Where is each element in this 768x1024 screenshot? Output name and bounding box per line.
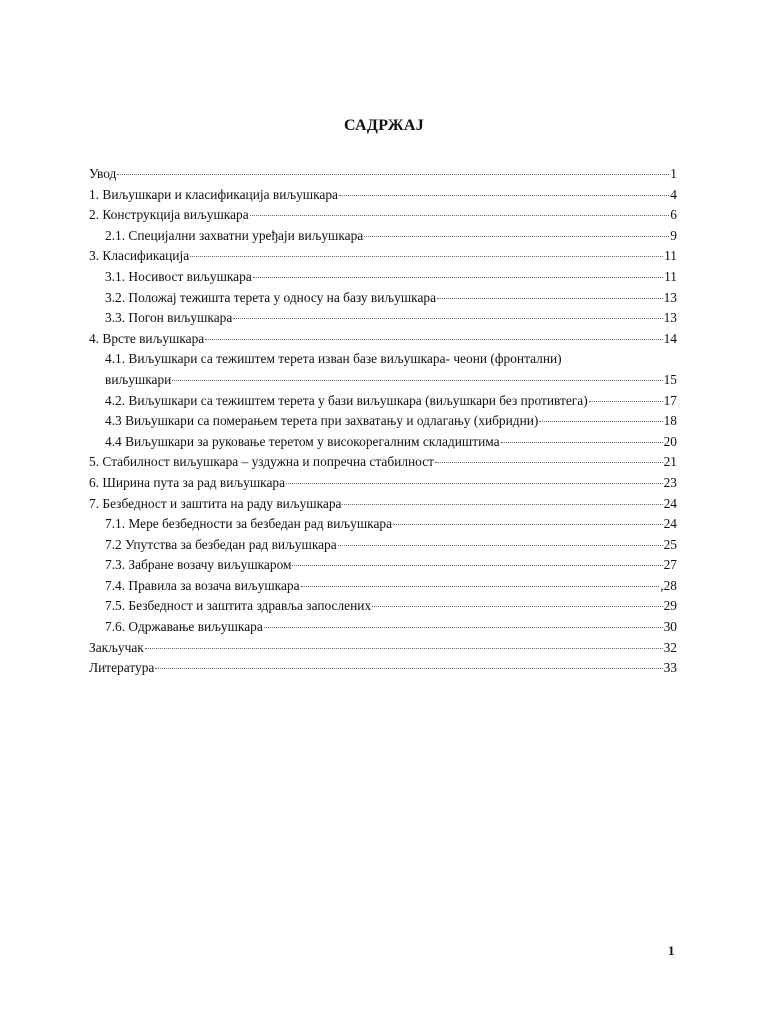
toc-entry-label: 4.2. Виљушкари са тежиштем терета у бази виљушкара (виљушкари без противтега) [105,392,588,408]
toc-entry[interactable] [89,596,677,617]
toc-entry-page: 6 [670,207,677,223]
toc-entry[interactable] [89,370,677,391]
toc-entry-label: 7.2 Упутства за безбедан рад виљушкара [105,536,337,552]
toc-entry[interactable] [89,308,677,329]
toc-entry-page: 25 [663,536,677,552]
toc-entry-page: 27 [663,557,677,573]
toc-entry-label: 7.5. Безбедност и заштита здравља запослених [105,598,372,614]
toc-dot-leader [286,482,663,484]
toc-entry-label: 3.3. Погон виљушкара [105,310,233,326]
toc-entry-page: 29 [663,598,677,614]
toc-entry[interactable] [89,391,677,412]
toc-entry[interactable] [89,267,677,288]
toc-dot-leader [501,441,663,443]
toc-entry-label: Литература [89,660,155,676]
toc-entry[interactable] [89,246,677,267]
toc-entry-page: 20 [663,433,677,449]
toc-entry-label: 2. Конструкција виљушкара [89,207,249,223]
toc-dot-leader [339,194,669,196]
toc-dot-leader [393,523,663,525]
toc-entry-label: 2.1. Специјални захватни уређаји виљушкара [105,227,364,243]
toc-entry-label: 6. Ширина пута за рад виљушкара [89,474,286,490]
toc-entry[interactable] [89,329,677,350]
toc-entry-label: Закључак [89,639,144,655]
toc-entry-label: 7.4. Правила за возача виљушкара [105,577,300,593]
toc-dot-leader [205,338,662,340]
toc-entry-page: 11 [664,248,677,264]
toc-entry-label: 3. Класификација [89,248,190,264]
toc-entry[interactable] [89,452,677,473]
toc-entry-label: 4.3 Виљушкари са померањем терета при захватању и одлагању (хибридни) [105,413,539,429]
toc-entry-page: 18 [663,413,677,429]
toc-entry-label: 5. Стабилност виљушкара – уздужна и попречна стабилност [89,454,434,470]
toc-entry-label: 4. Врсте виљушкара [89,330,205,346]
toc-entry-label: 3.2. Положај тежишта терета у односу на базу виљушкара [105,289,437,305]
toc-entry-page: 23 [663,474,677,490]
toc-entry[interactable] [89,658,677,679]
toc-entry-page: 24 [663,516,677,532]
toc-entry-label: 7.1. Мере безбедности за безбедан рад виљушкара [105,516,393,532]
toc-dot-leader [264,626,663,628]
toc-entry[interactable] [89,494,677,515]
page-title: САДРЖАЈ [343,117,424,134]
toc-entry[interactable] [89,535,677,556]
toc-entry[interactable] [89,411,677,432]
page-number: 1 [668,943,675,958]
toc-entry[interactable] [89,226,677,247]
toc-entry-label: 1. Виљушкари и класификација виљушкара [89,186,338,202]
toc-dot-leader [364,235,669,237]
toc-entry[interactable] [89,555,677,576]
toc-entry-page: 1 [670,166,677,181]
toc-entry-page: 15 [663,371,677,387]
toc-entry[interactable] [89,638,677,659]
toc-entry-line [89,349,677,370]
toc-dot-leader [342,503,662,505]
toc-dot-leader [539,420,662,422]
toc-entry[interactable] [89,164,677,185]
toc-entry[interactable] [89,205,677,226]
toc-dot-leader [435,461,663,463]
toc-dot-leader [292,564,662,566]
toc-entry[interactable] [89,617,677,638]
toc-entry[interactable] [89,185,677,206]
toc-entry[interactable] [89,514,677,535]
toc-dot-leader [145,647,663,649]
toc-entry[interactable] [89,473,677,494]
toc-entry-page: 17 [663,392,677,408]
toc-entry-page: ,28 [660,577,677,593]
toc-entry-label: 7. Безбедност и заштита на раду виљушкара [89,495,342,511]
toc-dot-leader [172,379,662,381]
toc-dot-leader [589,400,663,402]
toc-entry-page: 30 [663,619,677,635]
toc-dot-leader [253,276,663,278]
toc-dot-leader [233,317,662,319]
toc-entry-page: 14 [663,330,677,346]
toc-entry-label: 4.4 Виљушкари за руковање теретом у високорегалним складиштима [105,433,500,449]
toc-entry-page: 4 [670,186,677,202]
toc-entry-label: виљушкари [105,371,172,387]
toc-dot-leader [155,667,662,669]
toc-entry-page: 21 [663,454,677,470]
toc-entry-page: 9 [670,227,677,243]
toc-entry-label: 4.1. Виљушкари са тежиштем терета изван базе виљушкара- чеони (фронтални) [105,351,562,367]
toc-dot-leader [117,173,669,175]
toc-entry[interactable] [89,288,677,309]
toc-entry-label: 7.6. Одржавање виљушкара [105,619,263,635]
toc-entry-label: 3.1. Носивост виљушкара [105,268,252,284]
toc-entry-page: 13 [663,310,677,326]
toc-entry-page: 11 [664,268,677,284]
toc-entry-page: 32 [663,639,677,655]
toc-dot-leader [301,585,660,587]
toc-entry[interactable] [89,432,677,453]
toc-dot-leader [437,297,663,299]
toc-entry-page: 13 [663,289,677,305]
toc-dot-leader [250,214,670,216]
toc-entry-page: 24 [663,495,677,511]
toc-dot-leader [190,255,663,257]
toc-dot-leader [338,544,663,546]
toc-dot-leader [372,605,662,607]
toc-entry-page: 33 [663,660,677,676]
toc-entry-label: Увод [89,166,117,181]
toc-entry[interactable] [89,576,677,597]
toc-entry-label: 7.3. Забране возачу виљушкаром [105,557,292,573]
table-of-contents [89,164,677,679]
